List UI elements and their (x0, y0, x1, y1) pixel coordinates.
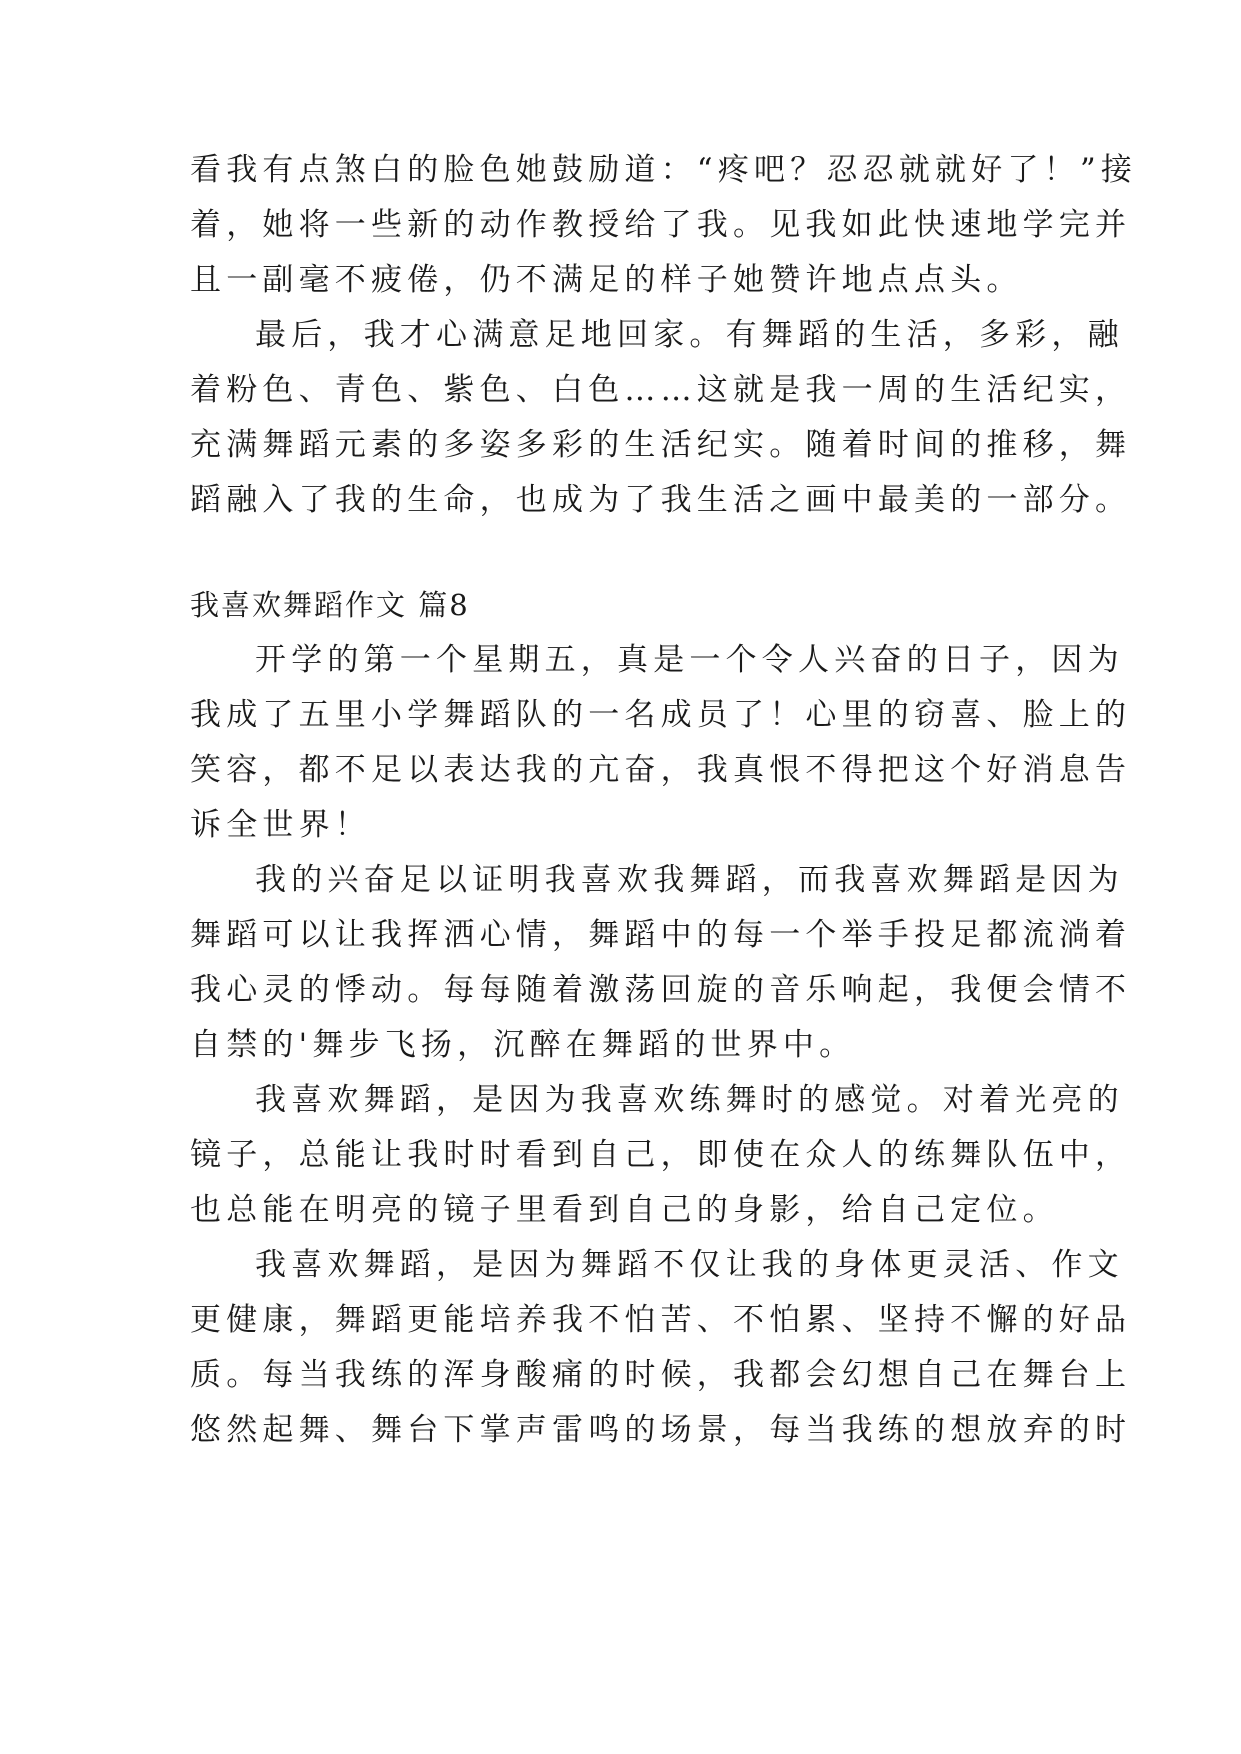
paragraph-line: 且一副毫不疲倦，仍不满足的样子她赞许地点点头。 (190, 262, 1023, 298)
paragraph-line: 更健康，舞蹈更能培养我不怕苦、不怕累、坚持不懈的好品 (190, 1302, 1132, 1338)
paragraph-line: 诉全世界！ (190, 807, 371, 843)
paragraph-line: 我的兴奋足以证明我喜欢我舞蹈，而我喜欢舞蹈是因为 (255, 862, 1124, 898)
paragraph-line: 悠然起舞、舞台下掌声雷鸣的场景，每当我练的想放弃的时 (190, 1412, 1132, 1448)
essay-heading: 我喜欢舞蹈作文 篇8 (190, 588, 470, 622)
paragraph-line: 自禁的'舞步飞扬，沉醉在舞蹈的世界中。 (190, 1027, 856, 1063)
paragraph-line: 我成了五里小学舞蹈队的一名成员了！心里的窃喜、脸上的 (190, 697, 1132, 733)
paragraph-line: 我喜欢舞蹈，是因为我喜欢练舞时的感觉。对着光亮的 (255, 1082, 1124, 1118)
paragraph-line: 最后，我才心满意足地回家。有舞蹈的生活，多彩，融 (255, 317, 1124, 353)
paragraph-line: 也总能在明亮的镜子里看到自己的身影，给自己定位。 (190, 1192, 1059, 1228)
paragraph-line: 笑容，都不足以表达我的亢奋，我真恨不得把这个好消息告 (190, 752, 1132, 788)
paragraph-line: 蹈融入了我的生命，也成为了我生活之画中最美的一部分。 (190, 482, 1132, 518)
paragraph-line: 舞蹈可以让我挥洒心情，舞蹈中的每一个举手投足都流淌着 (190, 917, 1132, 953)
paragraph-line: 着粉色、青色、紫色、白色……这就是我一周的生活纪实， (190, 372, 1132, 408)
paragraph-line: 充满舞蹈元素的多姿多彩的生活纪实。随着时间的推移，舞 (190, 427, 1132, 463)
paragraph-line: 我心灵的悸动。每每随着激荡回旋的音乐响起，我便会情不 (190, 972, 1132, 1008)
paragraph-line: 镜子，总能让我时时看到自己，即使在众人的练舞队伍中， (190, 1137, 1132, 1173)
paragraph-line: 着，她将一些新的动作教授给了我。见我如此快速地学完并 (190, 207, 1132, 243)
paragraph-line: 看我有点煞白的脸色她鼓励道：“疼吧？忍忍就就好了！”接 (190, 152, 1138, 188)
paragraph-line: 质。每当我练的浑身酸痛的时候，我都会幻想自己在舞台上 (190, 1357, 1132, 1393)
paragraph-line: 开学的第一个星期五，真是一个令人兴奋的日子，因为 (255, 642, 1124, 678)
paragraph-line: 我喜欢舞蹈，是因为舞蹈不仅让我的身体更灵活、作文 (255, 1247, 1124, 1283)
